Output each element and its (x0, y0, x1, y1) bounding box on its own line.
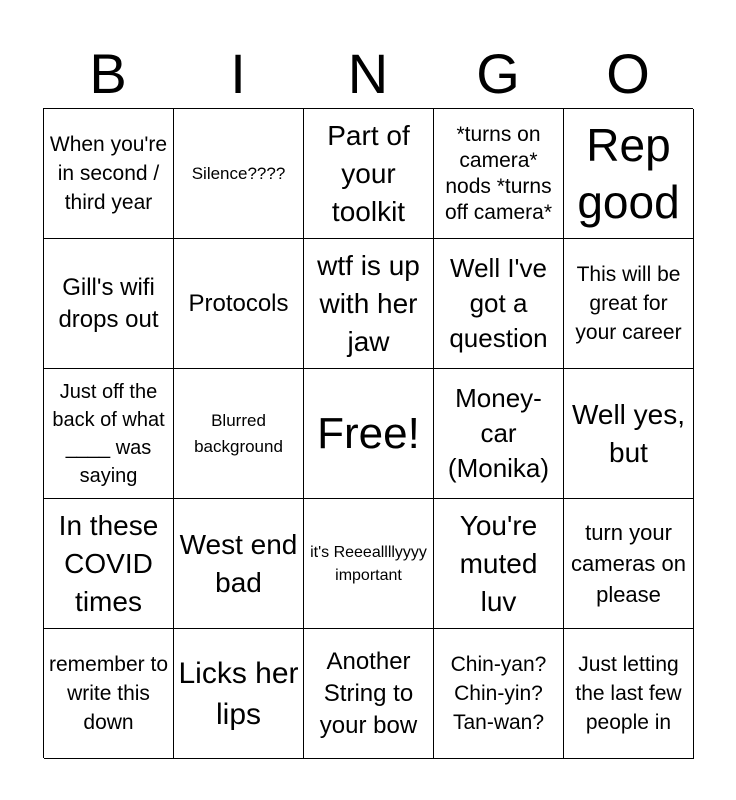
bingo-cell-r3c1[interactable] (44, 369, 174, 499)
bingo-cell-text: Licks her lips (178, 656, 299, 731)
bingo-cell-text: Protocols (188, 289, 289, 317)
bingo-cell-text: Well I've got a question (449, 253, 548, 353)
bingo-cell-text: Just letting the last few people in (575, 653, 682, 734)
header-letter-g: G (476, 42, 520, 105)
bingo-cell-r3c5[interactable] (564, 369, 694, 499)
bingo-cell-r4c1[interactable] (44, 499, 174, 629)
bingo-cell-text: Just off the back of what ____ was saying (52, 380, 165, 487)
bingo-cell-text: Rep good (577, 118, 680, 228)
bingo-cell-r4c3[interactable] (304, 499, 434, 629)
bingo-cell-r1c2[interactable] (174, 109, 304, 239)
bingo-cell-r4c2[interactable] (174, 499, 304, 629)
bingo-cell-text: turn your cameras on please (571, 520, 686, 607)
bingo-cell-r2c3[interactable] (304, 239, 434, 369)
bingo-cell-text: *turns on camera* nods *turns off camera* (445, 122, 552, 224)
header-letter-o: O (606, 42, 650, 105)
header-letter-n: N (347, 42, 389, 105)
bingo-cell-r5c2[interactable] (174, 629, 304, 759)
bingo-cell-text: West end bad (179, 528, 298, 598)
bingo-cell-text: Chin-yan? Chin-yin? Tan-wan? (450, 653, 547, 734)
header-letter-i: I (230, 42, 246, 105)
bingo-cell-r1c3[interactable] (304, 109, 434, 239)
bingo-cell-text: Part of your toolkit (327, 119, 410, 227)
bingo-cell-r4c4[interactable] (434, 499, 564, 629)
bingo-cell-text: Blurred background (194, 410, 283, 456)
bingo-cell-r5c3[interactable] (304, 629, 434, 759)
bingo-cell-text: it's Reeeallllyyyy important (310, 543, 427, 584)
bingo-cell-text: You're muted luv (459, 509, 538, 617)
bingo-board (43, 108, 693, 758)
bingo-cell-r1c4[interactable] (434, 109, 564, 239)
bingo-cell-r3c4[interactable] (434, 369, 564, 499)
bingo-cell-text: This will be great for your career (575, 263, 682, 344)
bingo-cell-r3c3-free[interactable] (304, 369, 434, 499)
bingo-cell-r5c5[interactable] (564, 629, 694, 759)
bingo-cell-text: Well yes, but (571, 398, 686, 468)
bingo-cell-r1c5[interactable] (564, 109, 694, 239)
bingo-cell-r1c1[interactable] (44, 109, 174, 239)
bingo-cell-text: wtf is up with her jaw (317, 249, 420, 357)
bingo-cell-r5c1[interactable] (44, 629, 174, 759)
bingo-cell-r2c5[interactable] (564, 239, 694, 369)
bingo-cell-text: remember to write this down (48, 653, 169, 734)
bingo-cell-text: Money-car (Monika) (447, 383, 550, 483)
bingo-cell-text: In these COVID times (58, 509, 159, 617)
header-letter-b: B (89, 42, 127, 105)
bingo-cell-r3c2[interactable] (174, 369, 304, 499)
bingo-cell-text: When you're in second / third year (49, 133, 168, 214)
bingo-cell-text: Gill's wifi drops out (58, 273, 159, 333)
bingo-cell-text: Another String to your bow (319, 647, 418, 739)
bingo-cell-r2c1[interactable] (44, 239, 174, 369)
bingo-cell-text: Free! (317, 408, 420, 458)
bingo-cell-r2c4[interactable] (434, 239, 564, 369)
bingo-cell-text: Silence???? (191, 163, 286, 183)
bingo-header (43, 40, 693, 108)
bingo-cell-r2c2[interactable] (174, 239, 304, 369)
bingo-cell-r5c4[interactable] (434, 629, 564, 759)
bingo-cell-r4c5[interactable] (564, 499, 694, 629)
